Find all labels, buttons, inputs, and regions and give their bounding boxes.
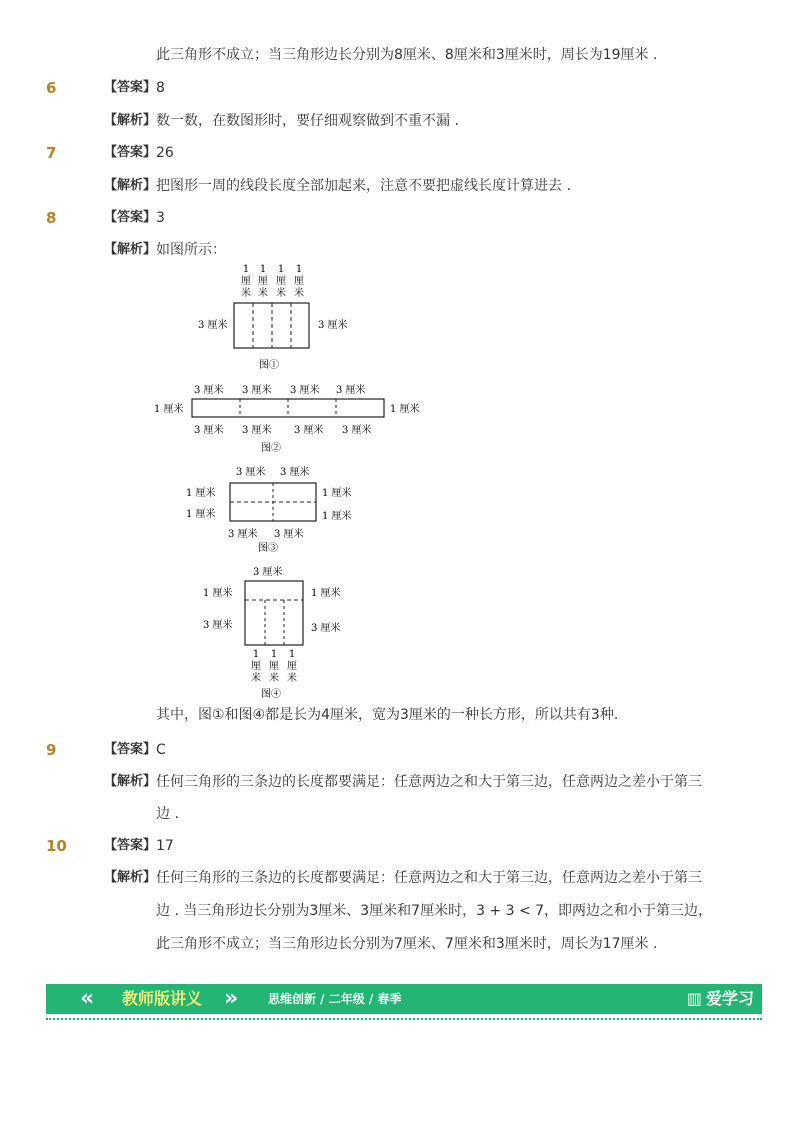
brand-name: 爱学习 [705, 989, 754, 1008]
fig4-bottom-li: 厘 [287, 661, 297, 672]
question-number: 6 [46, 79, 57, 97]
fig3-left-label: 1 厘米 [186, 488, 216, 499]
fig1-label-num: 1 [259, 264, 267, 275]
question-number: 7 [46, 144, 57, 162]
fig2-bottom-label: 3 厘米 [342, 425, 372, 436]
analysis-tag: 【解析】 [104, 774, 157, 789]
fig2-top-label: 3 厘米 [336, 385, 366, 396]
question-number: 8 [46, 209, 57, 227]
answer-value: 26 [156, 145, 174, 161]
figure-1 [190, 262, 370, 372]
fig3-left-label: 1 厘米 [186, 509, 216, 520]
fig1-top-labels [241, 264, 304, 299]
analysis-tag: 【解析】 [104, 113, 157, 128]
fig4-rect [245, 581, 303, 645]
fig3-top-label: 3 厘米 [280, 467, 310, 478]
fig3-bottom-label: 3 厘米 [274, 529, 304, 540]
fig2-left-label: 1 厘米 [154, 404, 184, 415]
fig4-bottom-num: 1 [270, 649, 278, 660]
fig4-bottom-mi: 米 [251, 673, 261, 684]
fig2-bottom-label: 3 厘米 [194, 425, 224, 436]
fig4-right-label-upper: 1 厘米 [311, 588, 341, 599]
fig1-right-label: 3 厘米 [318, 320, 348, 331]
answer-tag: 【答案】 [104, 742, 157, 757]
fig4-bottom-li: 厘 [269, 661, 279, 672]
fig4-top-label: 3 厘米 [253, 567, 283, 578]
fig2-top-label: 3 厘米 [194, 385, 224, 396]
fig4-bottom-num: 1 [288, 649, 296, 660]
fig1-label-mi: 米 [276, 288, 286, 299]
figure-2 [150, 382, 440, 457]
fig4-bottom-li: 厘 [251, 661, 261, 672]
fig2-right-label: 1 厘米 [390, 404, 420, 415]
fig3-caption: 图③ [258, 543, 278, 554]
fig1-label-mi: 米 [258, 288, 268, 299]
analysis-tag: 【解析】 [104, 178, 157, 193]
fig2-caption: 图② [261, 443, 281, 454]
fig1-label-li: 厘 [276, 276, 286, 287]
question-number: 10 [46, 837, 67, 855]
fig1-caption: 图① [259, 360, 279, 371]
question-number: 9 [46, 741, 57, 759]
fig4-bottom-mi: 米 [287, 673, 297, 684]
fig1-label-li: 厘 [241, 276, 251, 287]
fig3-right-label: 1 厘米 [322, 488, 352, 499]
fig4-left-label-upper: 1 厘米 [203, 588, 233, 599]
analysis-text: 把图形一周的线段长度全部加起来，注意不要把虚线长度计算进去 . [156, 178, 571, 194]
analysis-tag: 【解析】 [104, 242, 157, 257]
fig1-label-num: 1 [295, 264, 303, 275]
conclusion-text: 其中，图①和图④都是长为4厘米，宽为3厘米的一种长方形，所以共有3种. [156, 707, 619, 723]
fig3-bottom-label: 3 厘米 [228, 529, 258, 540]
fig2-top-label: 3 厘米 [242, 385, 272, 396]
answer-tag: 【答案】 [104, 145, 157, 160]
fig1-label-li: 厘 [294, 276, 304, 287]
analysis-text: 数一数，在数图形时，要仔细观察做到不重不漏 . [156, 113, 459, 129]
chevron-right-icon: » [224, 986, 239, 1011]
fig1-left-label: 3 厘米 [198, 320, 228, 331]
fig2-top-label: 3 厘米 [290, 385, 320, 396]
fig2-bottom-label: 3 厘米 [294, 425, 324, 436]
fig1-label-num: 1 [277, 264, 285, 275]
fig4-bottom-mi: 米 [269, 673, 279, 684]
fig1-label-li: 厘 [258, 276, 268, 287]
book-icon: ▥ [686, 989, 702, 1008]
fig1-label-mi: 米 [294, 288, 304, 299]
chevron-left-icon: « [80, 986, 95, 1011]
analysis-text: 边 . 当三角形边长分别为3厘米、3厘米和7厘米时，3 + 3 < 7，即两边之和小于第三边， [156, 903, 713, 919]
figure-3 [180, 463, 380, 555]
footer-divider [46, 1018, 762, 1020]
fig1-label-num: 1 [242, 264, 250, 275]
fig4-caption: 图④ [261, 689, 281, 700]
footer-title: 教师版讲义 [122, 989, 203, 1008]
fig3-top-label: 3 厘米 [236, 467, 266, 478]
footer-subtitle: 思维创新 / 二年级 / 春季 [268, 992, 402, 1006]
answer-value: 17 [156, 838, 174, 854]
answer-value: 3 [156, 210, 165, 226]
fig1-label-mi: 米 [241, 288, 251, 299]
figure-4 [195, 563, 365, 703]
footer-banner [46, 984, 762, 1014]
answer-tag: 【答案】 [104, 838, 157, 853]
answer-value: 8 [156, 80, 165, 96]
fig4-right-label-lower: 3 厘米 [311, 623, 341, 634]
fig4-left-label-lower: 3 厘米 [203, 620, 233, 631]
analysis-tag: 【解析】 [104, 870, 157, 885]
fig2-bottom-label: 3 厘米 [242, 425, 272, 436]
fig4-bottom-num: 1 [252, 649, 260, 660]
answer-value: C [156, 742, 166, 758]
analysis-text: 任何三角形的三条边的长度都要满足：任意两边之和大于第三边，任意两边之差小于第三 [156, 870, 702, 886]
continuation-text: 此三角形不成立；当三角形边长分别为8厘米、8厘米和3厘米时，周长为19厘米 . [156, 47, 658, 63]
fig3-right-label: 1 厘米 [322, 511, 352, 522]
analysis-text: 如图所示： [156, 242, 226, 258]
answer-tag: 【答案】 [104, 80, 157, 95]
brand-logo [687, 984, 754, 1014]
analysis-text: 此三角形不成立；当三角形边长分别为7厘米、7厘米和3厘米时，周长为17厘米 . [156, 936, 658, 952]
analysis-text: 任何三角形的三条边的长度都要满足：任意两边之和大于第三边，任意两边之差小于第三 [156, 774, 702, 790]
analysis-text: 边 . [156, 806, 179, 822]
answer-tag: 【答案】 [104, 210, 157, 225]
